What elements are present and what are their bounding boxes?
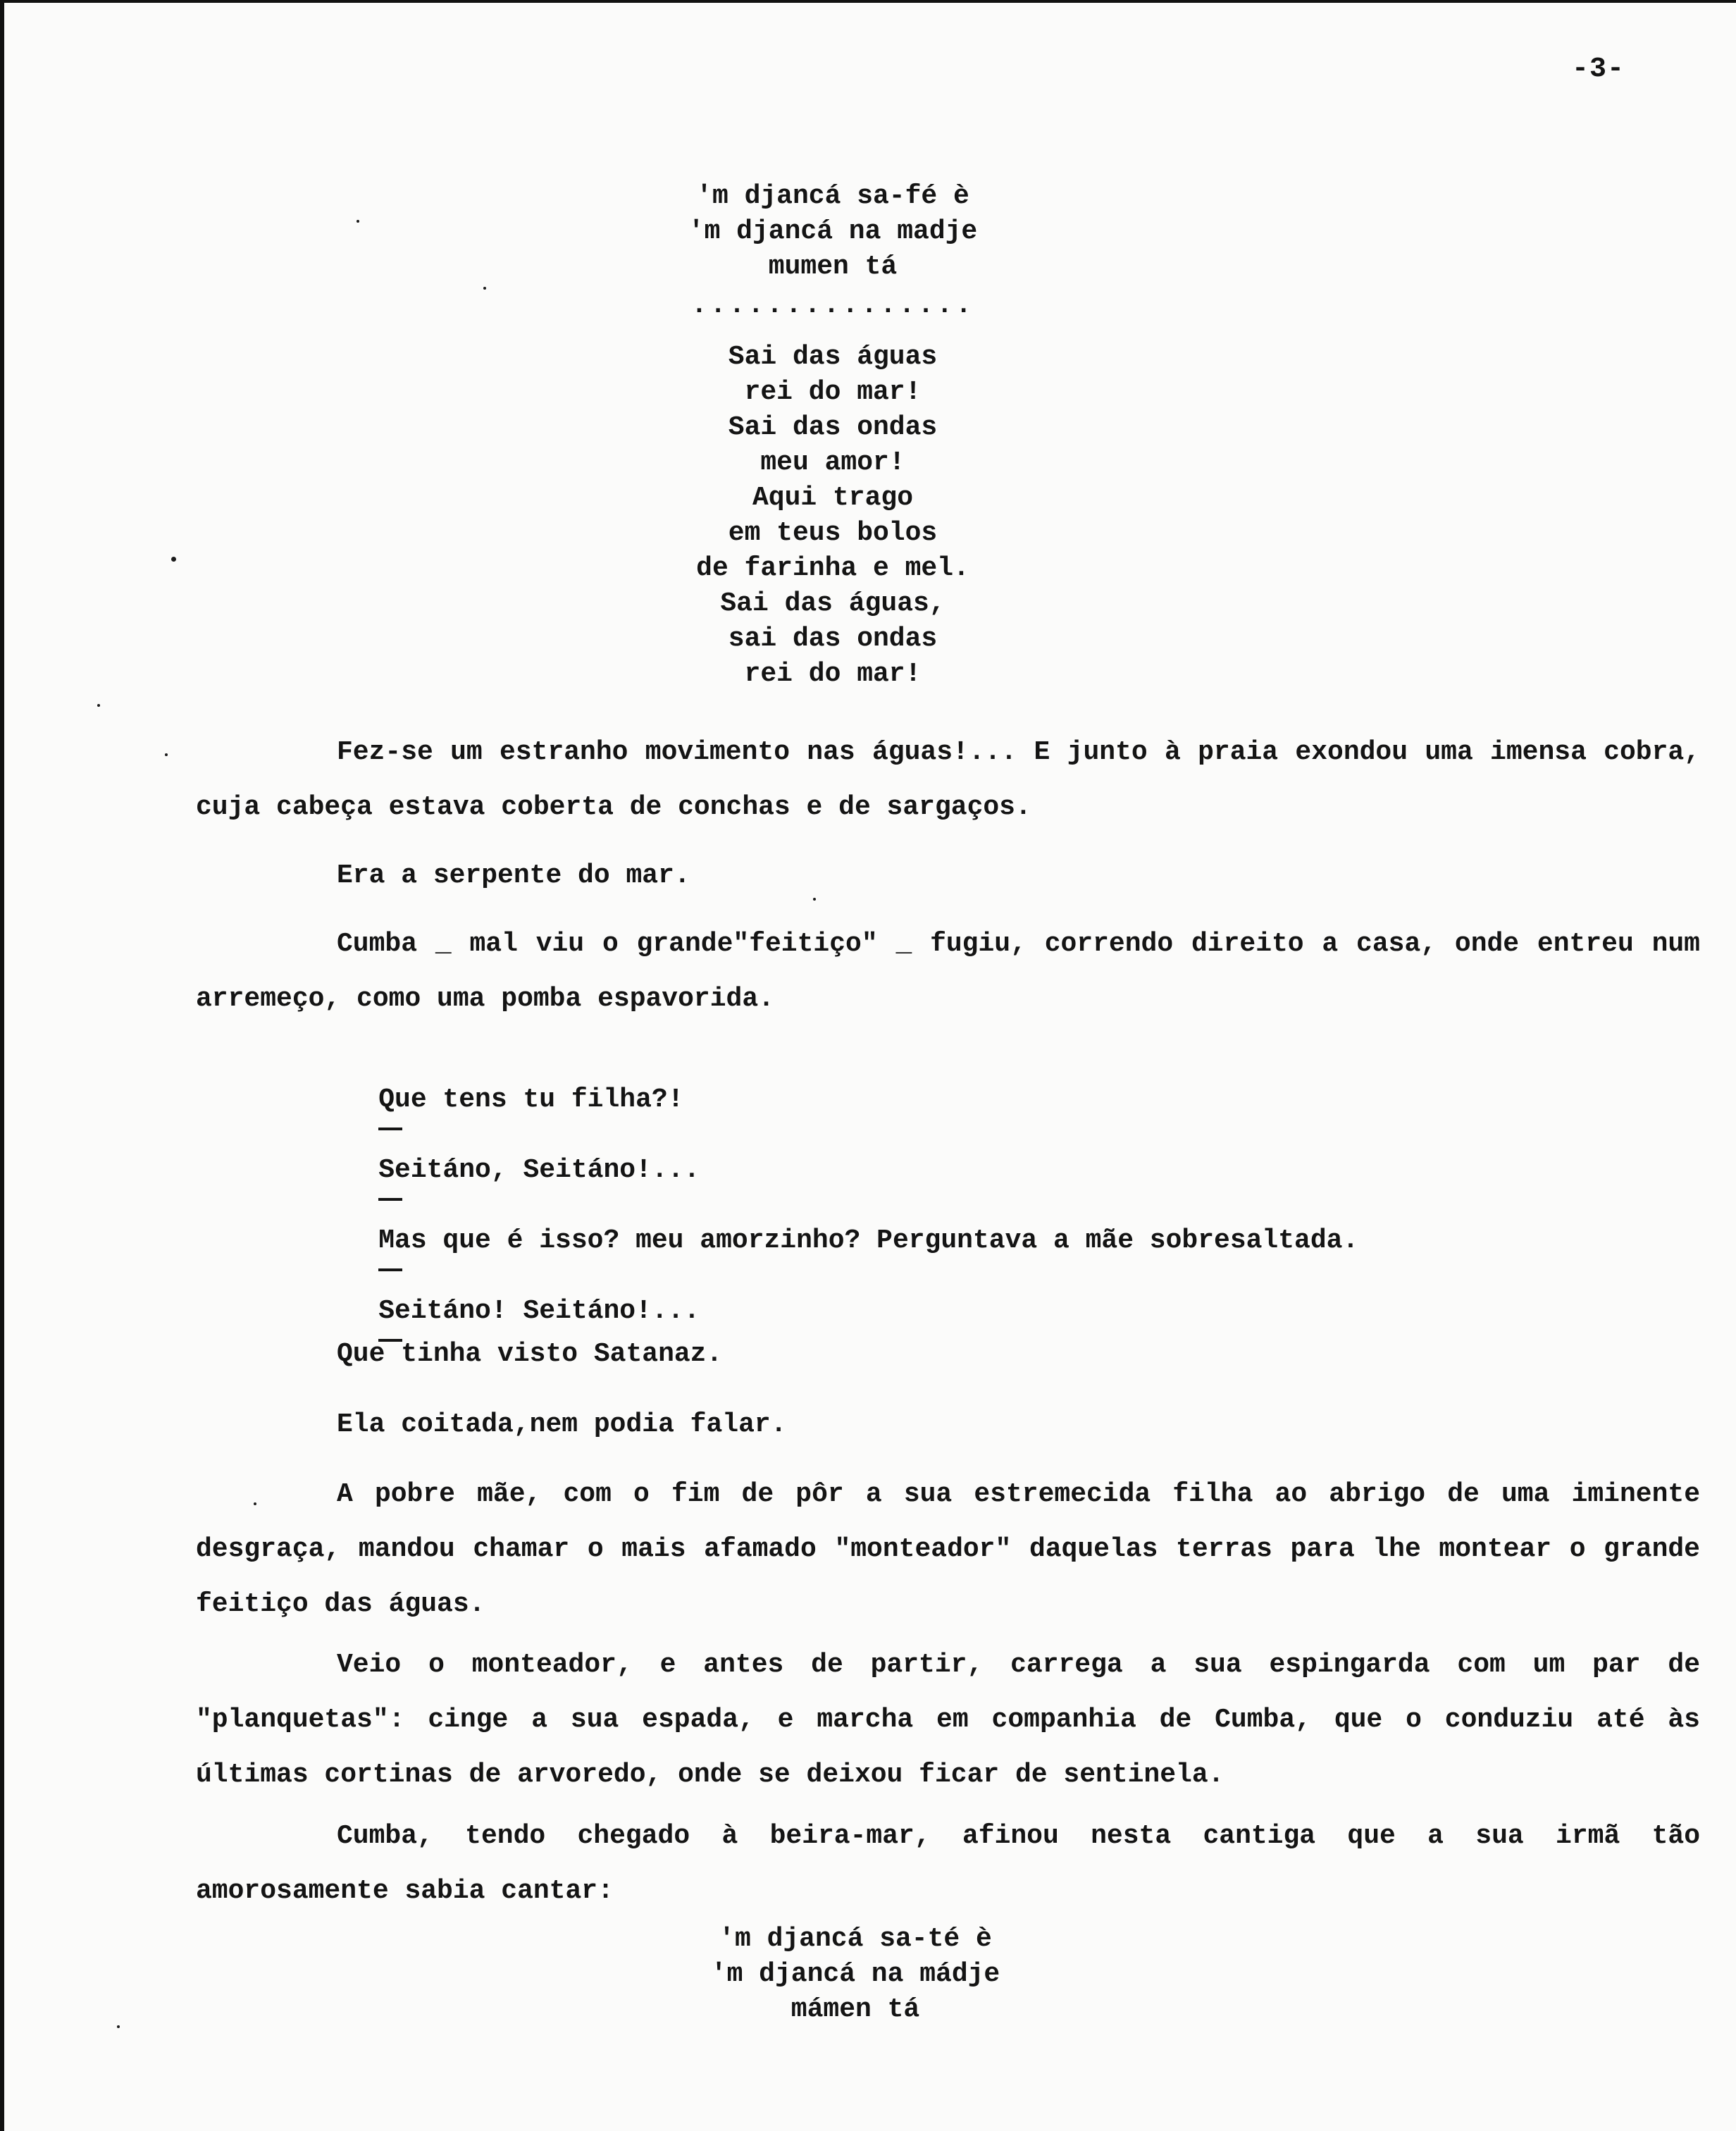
paragraph-cumba-flees: Cumba _ mal viu o grande"feitiço" _ fugiu, correndo direito a casa, onde entreu num arremeço, como uma pomba espavorida. [196, 929, 1700, 1014]
paragraph-mother-calls-hunter: A pobre mãe, com o fim de pôr a sua estremecida filha ao abrigo de uma iminente desgraça, mandou chamar o mais afamado "monteador" daquelas terras para lhe montear o grande feitiço das águas. [196, 1479, 1700, 1619]
dialogue-text: Seitáno! Seitáno!... [378, 1296, 700, 1326]
paragraph-cumba-sings: Cumba, tendo chegado à beira-mar, afinou nesta cantiga que a sua irmã tão amorosamente sabia cantar: [196, 1821, 1700, 1906]
paragraph-serpent-appears: Fez-se um estranho movimento nas águas!... E junto à praia exondou uma imensa cobra, cuja cabeça estava coberta de conchas e de sargaços. [196, 737, 1700, 822]
ink-speck [165, 753, 168, 756]
verse-line: 'm djancá sa-fé è [696, 181, 969, 211]
song-verse-closing [574, 1922, 1137, 2027]
verse-line: 'm djancá sa-té è [719, 1924, 992, 1954]
verse-line: Sai das águas [728, 342, 938, 372]
page-number: -3- [1572, 54, 1625, 85]
verse-line: rei do mar! [744, 377, 922, 407]
paragraph-hunter-arrives: Veio o monteador, e antes de partir, carrega a sua espingarda com um par de "planquetas": cinge a sua espada, e marcha em companhia de Cumba, que o conduziu até às últimas cortinas de arvoredo, onde se deixou ficar de sentinela. [196, 1650, 1700, 1790]
song-verse-translation [551, 340, 1115, 692]
ink-speck [483, 287, 486, 290]
verse-line: 'm djancá na madje [688, 216, 978, 247]
verse-line: rei do mar! [744, 659, 922, 689]
verse-line: 'm djancá na mádje [710, 1959, 1000, 1989]
ink-speck [254, 1502, 256, 1505]
verse-line: em teus bolos [728, 518, 938, 548]
verse-line: mumen tá [768, 252, 898, 282]
ink-speck [171, 557, 176, 562]
verse-line: mámen tá [790, 1994, 920, 2025]
paragraph-could-not-speak: Ela coitada,nem podia falar. [337, 1409, 787, 1440]
verse-line: Aqui trago [752, 483, 914, 513]
verse-line: Sai das ondas [728, 412, 938, 443]
dialogue-text: Seitáno, Seitáno!... [378, 1155, 700, 1185]
verse-line: meu amor! [760, 447, 905, 478]
paragraph-sea-serpent: Era a serpente do mar. [337, 860, 690, 891]
paragraph-satanaz: Que tinha visto Satanaz. [337, 1339, 723, 1369]
dialogue-text: Mas que é isso? meu amorzinho? Perguntava a mãe sobresaltada. [378, 1225, 1359, 1256]
ink-speck [97, 704, 100, 707]
verse-line: de farinha e mel. [696, 553, 969, 583]
verse-line: Sai das águas, [720, 588, 946, 619]
ink-speck [356, 220, 359, 223]
verse-line: sai das ondas [728, 624, 938, 654]
ink-speck [813, 898, 816, 901]
dialogue-text: Que tens tu filha?! [378, 1085, 684, 1115]
dotted-separator: ............... [690, 290, 975, 321]
song-verse-opening [551, 179, 1115, 285]
ink-speck [117, 2025, 120, 2028]
